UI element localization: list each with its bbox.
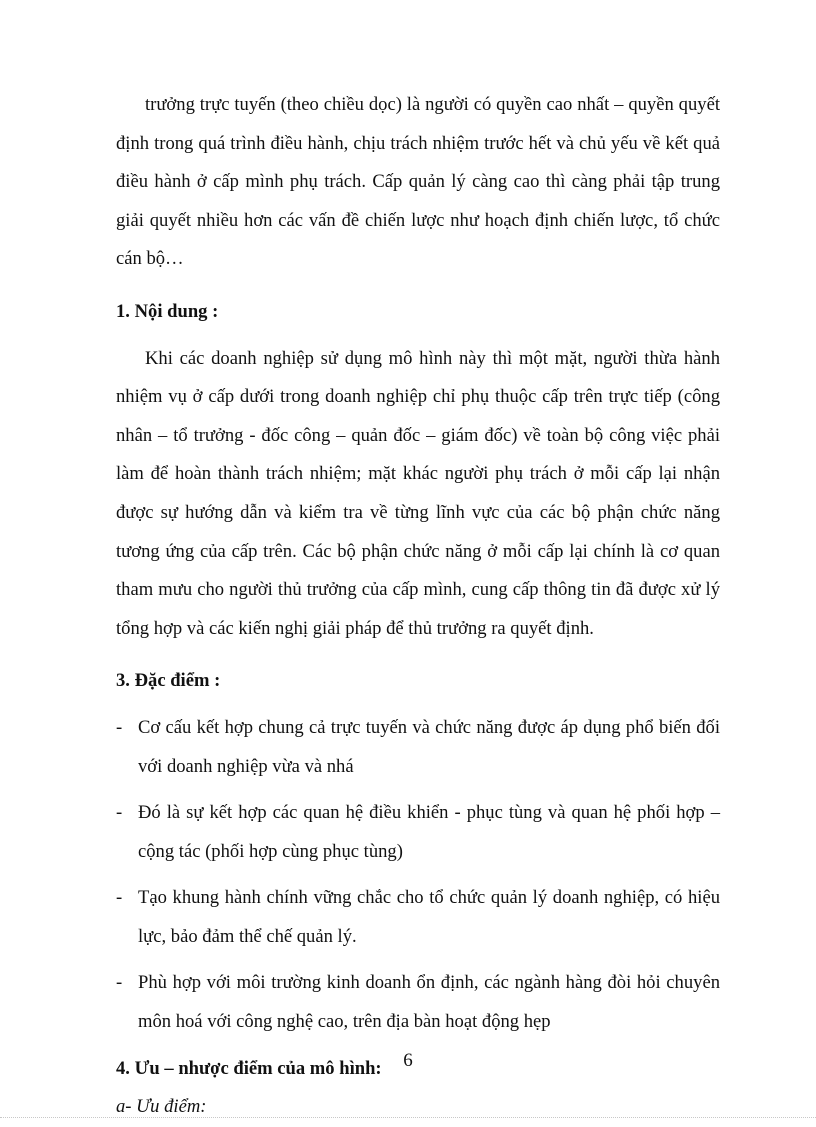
bullet-item [116, 964, 720, 1041]
bullet-dash: - [116, 972, 123, 994]
bullet-item [116, 794, 720, 871]
section-3-heading: 3. Đặc điểm : [116, 670, 221, 692]
intro-paragraph: trưởng trực tuyến (theo chiều dọc) là người có quyền cao nhất – quyền quyết định trong quá trình điều hành, chịu trách nhiệm trước hết và chủ yếu về kết quả điều hành ở cấp mình phụ trách. Cấp quản lý càng cao thì càng phải tập trung giải quyết nhiều hơn các vấn đề chiến lược như hoạch định chiến lược, tổ chức cán bộ… [116, 94, 720, 270]
bullet-dash: - [116, 716, 123, 738]
page-number: 6 [403, 1050, 413, 1071]
bullet-dash: - [116, 887, 123, 909]
bullet-text: Đó là sự kết hợp các quan hệ điều khiển - phục tùng và quan hệ phối hợp – cộng tác (phối hợp cùng phục tùng) [138, 802, 720, 862]
bullet-dash: - [116, 802, 123, 824]
section-4-heading: 4. Ưu – nhược điểm của mô hình: [116, 1057, 382, 1079]
page-content [116, 86, 720, 1127]
bullet-text: Phù hợp với môi trường kinh doanh ổn định, các ngành hàng đòi hỏi chuyên môn hoá với công nghệ cao, trên địa bàn hoạt động hẹp [138, 972, 720, 1033]
bullet-text: Tạo khung hành chính vững chắc cho tổ chức quản lý doanh nghiệp, có hiệu lực, bảo đảm thể chế quản lý. [138, 887, 720, 947]
page-bottom-divider [0, 1117, 816, 1118]
bullet-item [116, 709, 720, 786]
section-1-paragraph: Khi các doanh nghiệp sử dụng mô hình này thì một mặt, người thừa hành nhiệm vụ ở cấp dưới trong doanh nghiệp chỉ phụ thuộc cấp trên trực tiếp (công nhân – tổ trưởng - đốc công – quản đốc – giám đốc) về toàn bộ công việc phải làm để hoàn thành trách nhiệm; mặt khác người phụ trách ở mỗi cấp lại nhận được sự hướng dẫn và kiểm tra về từng lĩnh vực của các bộ phận chức năng tương ứng của cấp trên. Các bộ phận chức năng ở mỗi cấp lại chính là cơ quan tham mưu cho người thủ trưởng của cấp mình, cung cấp thông tin đã được xử lý tổng hợp và các kiến nghị giải pháp để thủ trưởng ra quyết định. [116, 347, 720, 639]
bullet-text: Cơ cấu kết hợp chung cả trực tuyến và chức năng được áp dụng phổ biến đối với doanh nghiệp vừa và nhá [138, 716, 720, 777]
section-1-heading: 1. Nội dung : [116, 300, 219, 322]
section-4-subheading: a- Ưu điểm: [116, 1096, 207, 1118]
bullet-item [116, 879, 720, 956]
